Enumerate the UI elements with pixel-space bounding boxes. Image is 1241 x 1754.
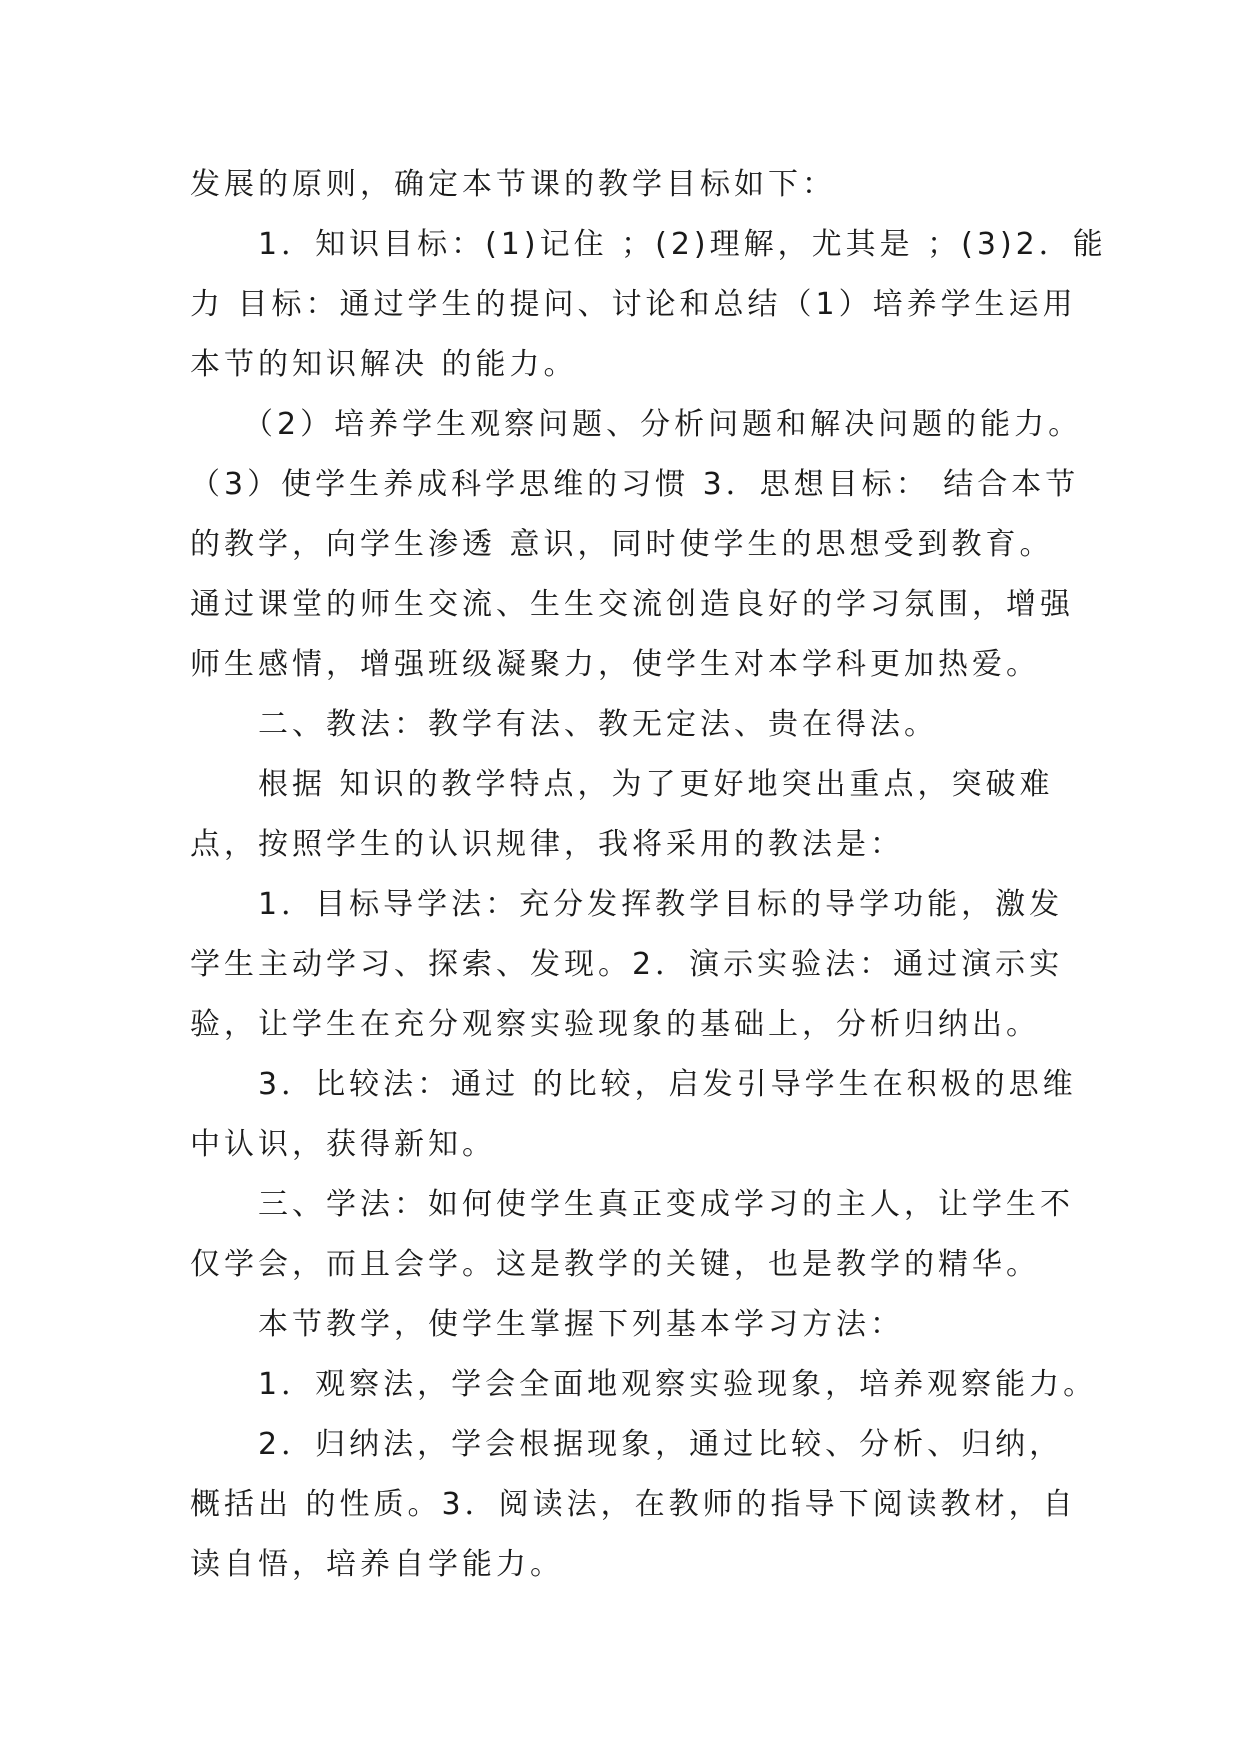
text-line: 发展的原则，确定本节课的教学目标如下： bbox=[190, 167, 836, 202]
text-line: 本节教学，使学生掌握下列基本学习方法： bbox=[190, 1307, 904, 1342]
text-line: 的教学，向学生渗透 意识，同时使学生的思想受到教育。 bbox=[190, 527, 1054, 562]
text-line: 概括出 的性质。3．阅读法，在教师的指导下阅读教材，自 bbox=[190, 1487, 1077, 1522]
text-line: （2）培养学生观察问题、分析问题和解决问题的能力。 bbox=[190, 407, 1083, 442]
text-line: 3．比较法：通过 的比较，启发引导学生在积极的思维 bbox=[190, 1067, 1077, 1102]
text-line: 读自悟，培养自学能力。 bbox=[190, 1547, 564, 1582]
text-line: 通过课堂的师生交流、生生交流创造良好的学习氛围，增强 bbox=[190, 587, 1074, 622]
section-heading-teaching-methods: 二、教法：教学有法、教无定法、贵在得法。 bbox=[190, 707, 938, 742]
text-line: 仅学会，而且会学。这是教学的关键，也是教学的精华。 bbox=[190, 1247, 1040, 1282]
text-line: 1．观察法，学会全面地观察实验现象，培养观察能力。 bbox=[190, 1367, 1098, 1402]
text-line: 验，让学生在充分观察实验现象的基础上，分析归纳出。 bbox=[190, 1007, 1040, 1042]
text-line: 根据 知识的教学特点，为了更好地突出重点，突破难 bbox=[190, 767, 1054, 802]
text-line: 师生感情，增强班级凝聚力，使学生对本学科更加热爱。 bbox=[190, 647, 1040, 682]
text-line: 1．目标导学法：充分发挥教学目标的导学功能，激发 bbox=[190, 887, 1064, 922]
text-line: 力 目标：通过学生的提问、讨论和总结（1）培养学生运用 bbox=[190, 287, 1077, 322]
text-line: 中认识，获得新知。 bbox=[190, 1127, 496, 1162]
text-line: （3）使学生养成科学思维的习惯 3．思想目标： 结合本节 bbox=[190, 467, 1080, 502]
text-line: 点，按照学生的认识规律，我将采用的教法是： bbox=[190, 827, 904, 862]
text-line: 1．知识目标：(1)记住 ；(2)理解，尤其是 ；(3)2．能 bbox=[190, 227, 1107, 262]
text-line: 本节的知识解决 的能力。 bbox=[190, 347, 578, 382]
section-heading-learning-methods: 三、学法：如何使学生真正变成学习的主人，让学生不 bbox=[190, 1187, 1074, 1222]
text-line: 2．归纳法，学会根据现象，通过比较、分析、归纳， bbox=[190, 1427, 1064, 1462]
text-line: 学生主动学习、探索、发现。2．演示实验法：通过演示实 bbox=[190, 947, 1064, 982]
